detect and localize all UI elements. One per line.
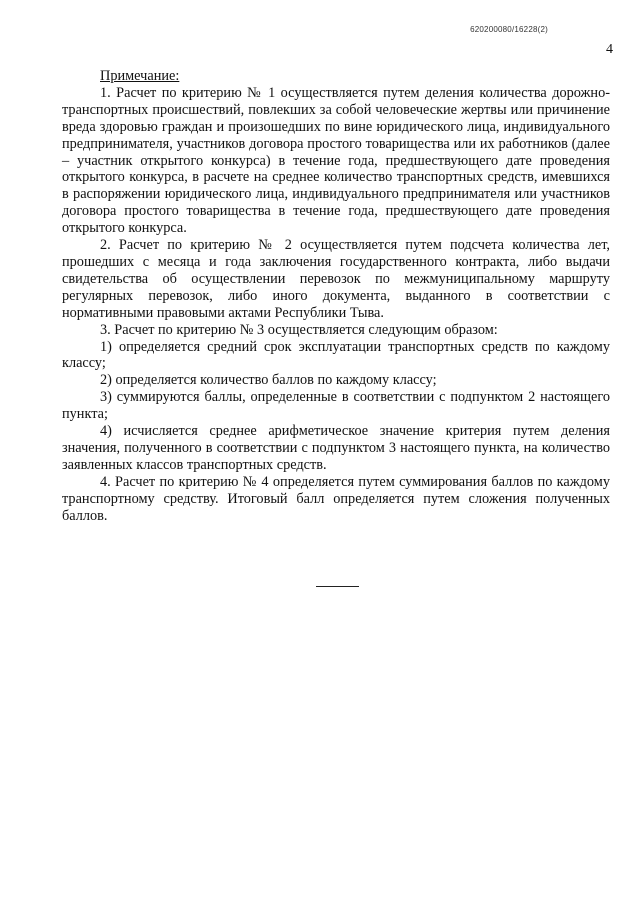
note-subitem-1: 1) определяется средний срок эксплуатации транспортных средств по каждому классу; xyxy=(62,338,610,372)
end-separator-line xyxy=(316,586,359,587)
note-paragraph-2: 2. Расчет по критерию № 2 осуществляется путем подсчета количества лет, прошедших с месяца и года заключения государственного контракта, либо выдачи свидетельства об осуществлении перевозок по межмуниципальному маршруту регулярных перевозок, либо иного документа, выданного в соответствии с нормативными правовыми актами Республики Тыва. xyxy=(62,237,610,321)
note-subitem-2: 2) определяется количество баллов по каждому классу; xyxy=(100,372,437,389)
note-subitem-4: 4) исчисляется среднее арифметическое значение критерия путем деления значения, полученного в соответствии с подпунктом 3 настоящего пункта, на количество заявленных классов транспортных средств. xyxy=(62,423,610,473)
note-paragraph-4: 4. Расчет по критерию № 4 определяется путем суммирования баллов по каждому транспортному средству. Итоговый балл определяется путем сложения полученных баллов. xyxy=(62,473,610,524)
note-title: Примечание: xyxy=(100,68,180,84)
page-number: 4 xyxy=(606,42,613,57)
note-paragraph-1: 1. Расчет по критерию № 1 осуществляется путем деления количества дорожно-транспортных происшествий, повлекших за собой человеческие жертвы или причинение вреда здоровью граждан и произошедших по вине юридического лица, индивидуального предпринимателя, участников договора простого товарищества или их работников (далее – участник открытого конкурса) в течение года, предшествующего дате проведения открытого конкурса, в расчете на среднее количество транспортных средств, имевшихся в распоряжении юридического лица, индивидуального предпринимателя или участников договора простого товарищества в течение года, предшествующего дате проведения открытого конкурса. xyxy=(62,84,610,237)
note-subitem-3: 3) суммируются баллы, определенные в соответствии с подпунктом 2 настоящего пункта; xyxy=(62,389,610,423)
note-section xyxy=(62,68,610,524)
note-paragraph-3: 3. Расчет по критерию № 3 осуществляется следующим образом: xyxy=(100,321,498,338)
document-id: 620200080/16228(2) xyxy=(470,25,548,34)
